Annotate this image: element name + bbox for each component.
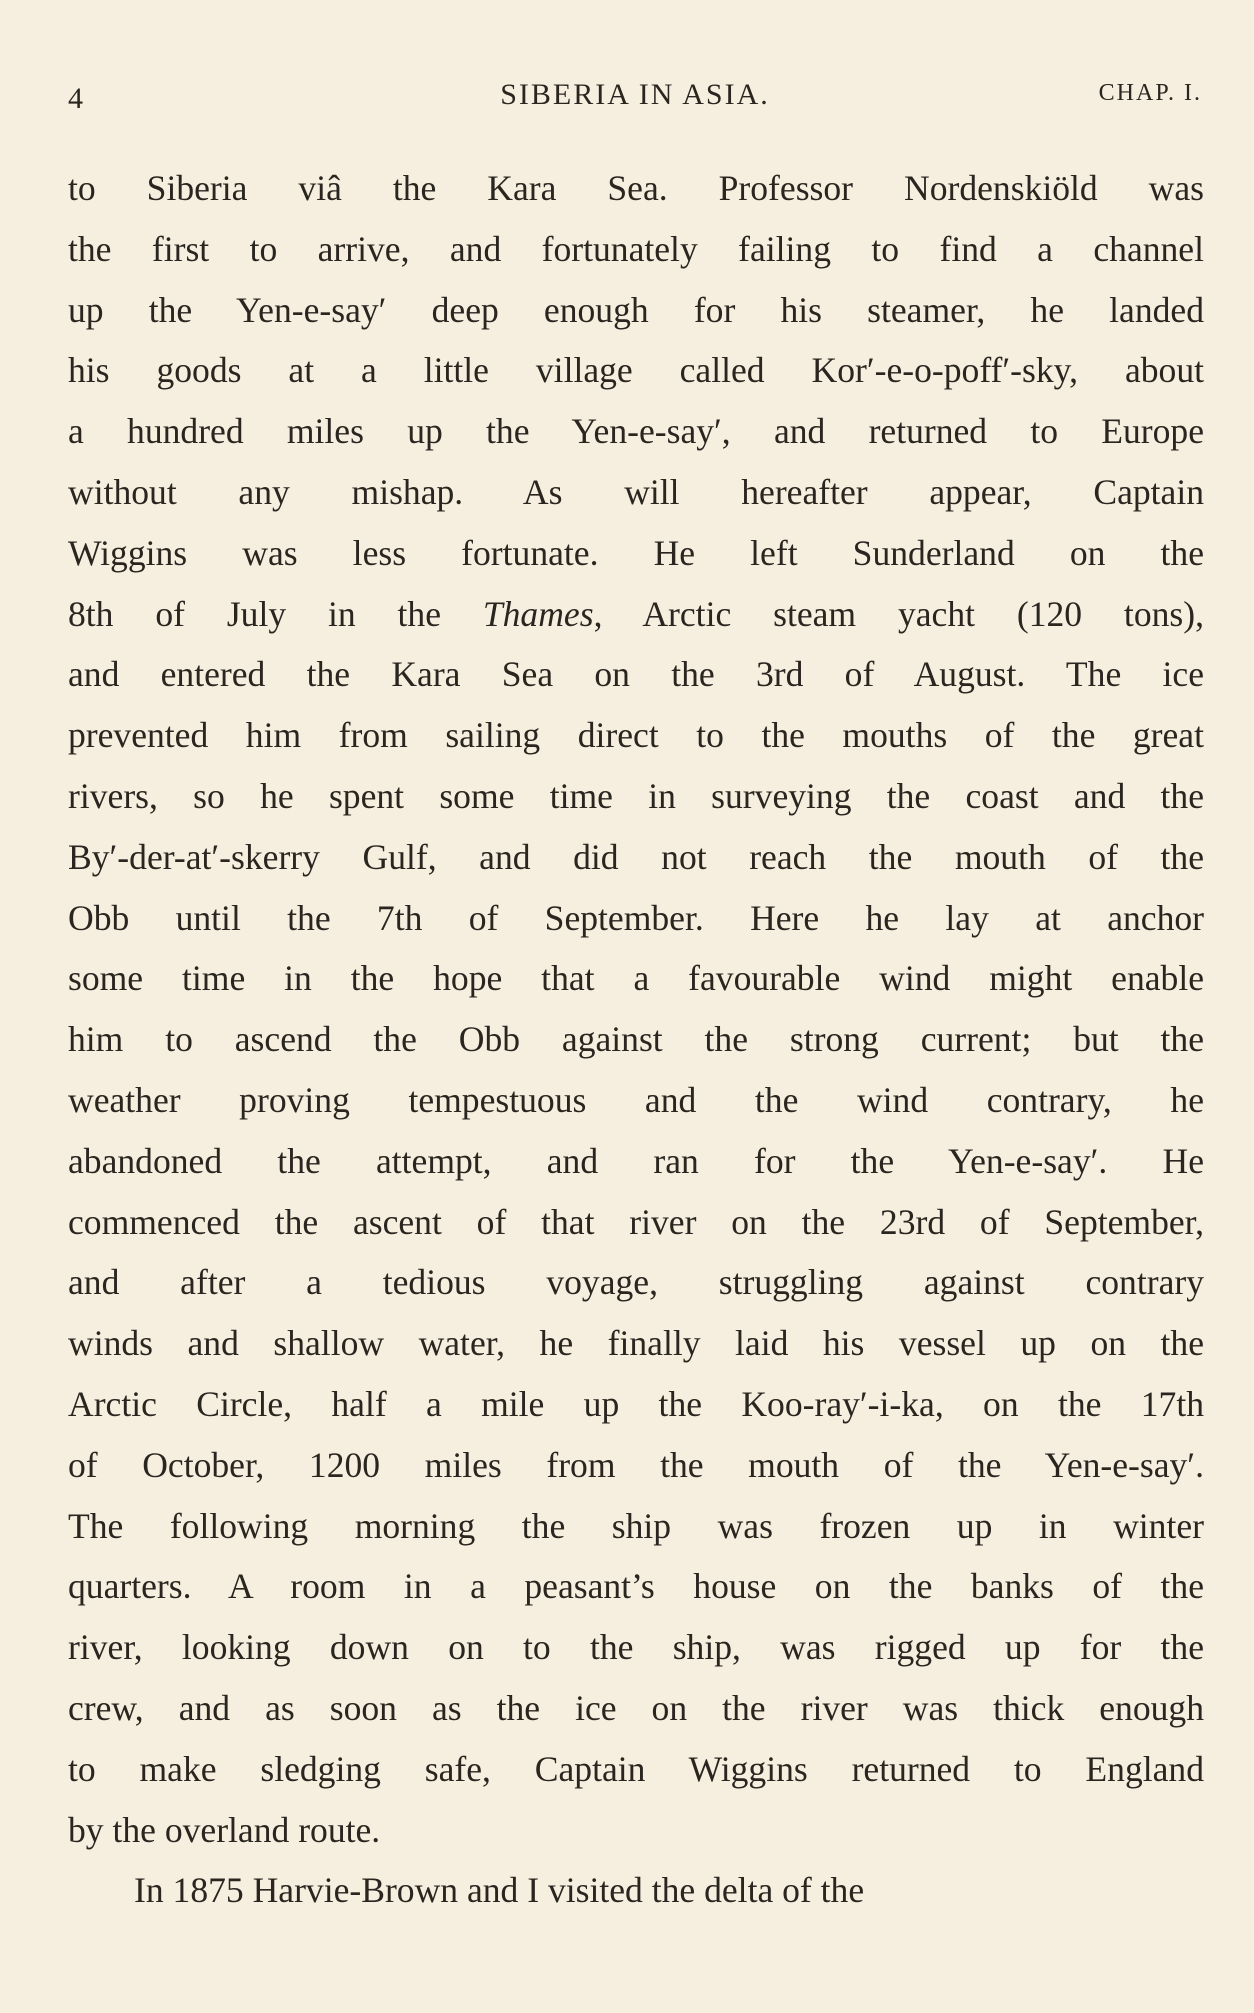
text-line: him to ascend the Obb against the strong current; but the [68, 1019, 1204, 1060]
paragraph [68, 1860, 1204, 1921]
body-text [68, 158, 1204, 1921]
page-number: 4 [68, 82, 83, 115]
text-line: By′-der-at′-skerry Gulf, and did not reach the mouth of the [68, 836, 1204, 877]
page-header [68, 76, 1202, 124]
text-segment: 8th of July in the [68, 593, 483, 634]
text-line: rivers, so he spent some time in surveying the coast and the [68, 775, 1204, 816]
text-line: Arctic Circle, half a mile up the Koo-ray′-i-ka, on the 17th [68, 1383, 1204, 1424]
text-line: river, looking down on to the ship, was rigged up for the [68, 1627, 1204, 1668]
text-line: weather proving tempestuous and the wind contrary, he [68, 1079, 1204, 1120]
text-line: his goods at a little village called Kor′-e-o-poff′-sky, about [68, 350, 1204, 391]
text-line: and after a tedious voyage, struggling against contrary [68, 1262, 1204, 1303]
chapter-label: CHAP. I. [1098, 80, 1202, 106]
text-line: the first to arrive, and fortunately failing to find a channel [68, 228, 1204, 269]
text-line: by the overland route. [68, 1809, 381, 1850]
text-line: up the Yen-e-say′ deep enough for his steamer, he landed [68, 289, 1204, 330]
text-line: commenced the ascent of that river on the 23rd of September, [68, 1201, 1204, 1242]
text-line: and entered the Kara Sea on the 3rd of August. The ice [68, 654, 1204, 695]
text-line: a hundred miles up the Yen-e-say′, and returned to Europe [68, 411, 1204, 452]
text-line: Obb until the 7th of September. Here he lay at anchor [68, 897, 1204, 938]
text-line: quarters. A room in a peasant’s house on the banks of the [68, 1566, 1204, 1607]
text-line: In 1875 Harvie-Brown and I visited the delta of the [134, 1870, 865, 1911]
text-line: The following morning the ship was frozen up in winter [68, 1505, 1204, 1546]
ship-name-italic: Thames [482, 593, 594, 634]
text-line: prevented him from sailing direct to the mouths of the great [68, 715, 1204, 756]
paragraph [68, 158, 1204, 1860]
text-line [68, 584, 1204, 645]
text-line: to make sledging safe, Captain Wiggins returned to England [68, 1748, 1204, 1789]
text-line: winds and shallow water, he finally laid his vessel up on the [68, 1323, 1204, 1364]
text-line: some time in the hope that a favourable wind might enable [68, 958, 1204, 999]
text-segment: , Arctic steam yacht (120 tons), [593, 593, 1204, 634]
running-title: SIBERIA IN ASIA. [500, 78, 770, 111]
text-line: to Siberia viâ the Kara Sea. Professor Nordenskiöld was [68, 168, 1204, 208]
text-line: of October, 1200 miles from the mouth of the Yen-e-say′. [68, 1444, 1204, 1485]
text-line: crew, and as soon as the ice on the river was thick enough [68, 1687, 1204, 1728]
text-line: Wiggins was less fortunate. He left Sunderland on the [68, 532, 1204, 573]
text-line: without any mishap. As will hereafter appear, Captain [68, 471, 1204, 512]
text-line: abandoned the attempt, and ran for the Yen-e-say′. He [68, 1140, 1204, 1181]
